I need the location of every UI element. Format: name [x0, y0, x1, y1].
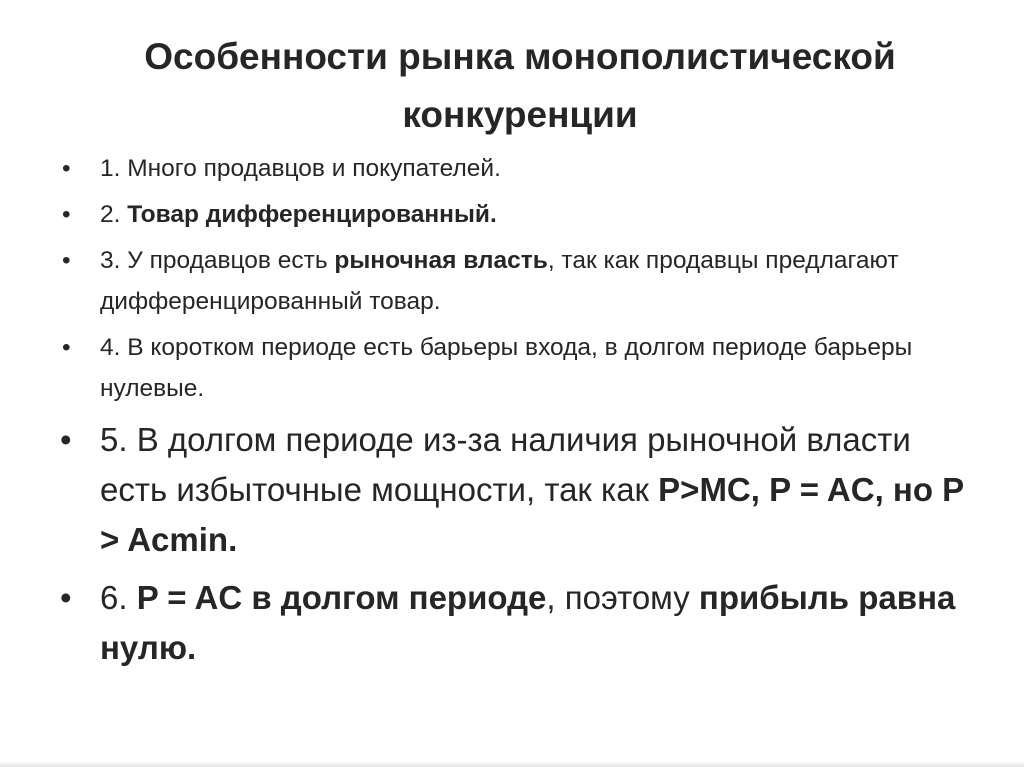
- list-item: [58, 148, 978, 189]
- bullet-icon: •: [62, 334, 71, 361]
- bullet-list: [58, 148, 978, 681]
- list-item: [58, 194, 978, 235]
- bottom-edge: [0, 761, 1024, 767]
- item-text: , так как продавцы предлагают дифференцированный товар.: [100, 247, 899, 315]
- item-text: 6.: [100, 579, 137, 616]
- list-item: [58, 240, 978, 322]
- item-text: 2.: [100, 201, 128, 228]
- item-text: 5. В долгом периоде из-за наличия рыночной власти есть избыточные мощности, так как: [100, 421, 911, 508]
- item-text-bold: P>MC,: [658, 471, 760, 508]
- list-item: [58, 573, 978, 673]
- bullet-icon: •: [62, 201, 71, 228]
- item-text-bold: рыночная власть: [334, 247, 548, 274]
- item-text-bold: P = AC, но P > Acmin.: [100, 471, 964, 558]
- item-text: 1. Много продавцов и покупателей.: [100, 155, 501, 182]
- list-item: [58, 415, 978, 565]
- item-text-bold: P = AC в долгом периоде: [136, 579, 547, 616]
- item-text: 3. У продавцов есть: [100, 247, 335, 274]
- list-item: [58, 327, 978, 409]
- bullet-icon: •: [60, 421, 72, 458]
- bullet-icon: •: [62, 155, 71, 182]
- item-text: , поэтому: [546, 579, 699, 616]
- bullet-icon: •: [62, 247, 71, 274]
- item-text-bold: прибыль равна нулю.: [100, 579, 956, 666]
- slide-title-line-1: Особенности рынка монополистической: [144, 36, 896, 77]
- item-text-bold: Товар дифференцированный.: [127, 201, 497, 228]
- item-text: 4. В коротком периоде есть барьеры входа, в долгом периоде барьеры нулевые.: [100, 334, 913, 402]
- bullet-icon: •: [60, 579, 72, 616]
- item-text: [760, 471, 769, 508]
- slide-title: [90, 28, 950, 144]
- slide-title-line-2: конкуренции: [402, 94, 638, 135]
